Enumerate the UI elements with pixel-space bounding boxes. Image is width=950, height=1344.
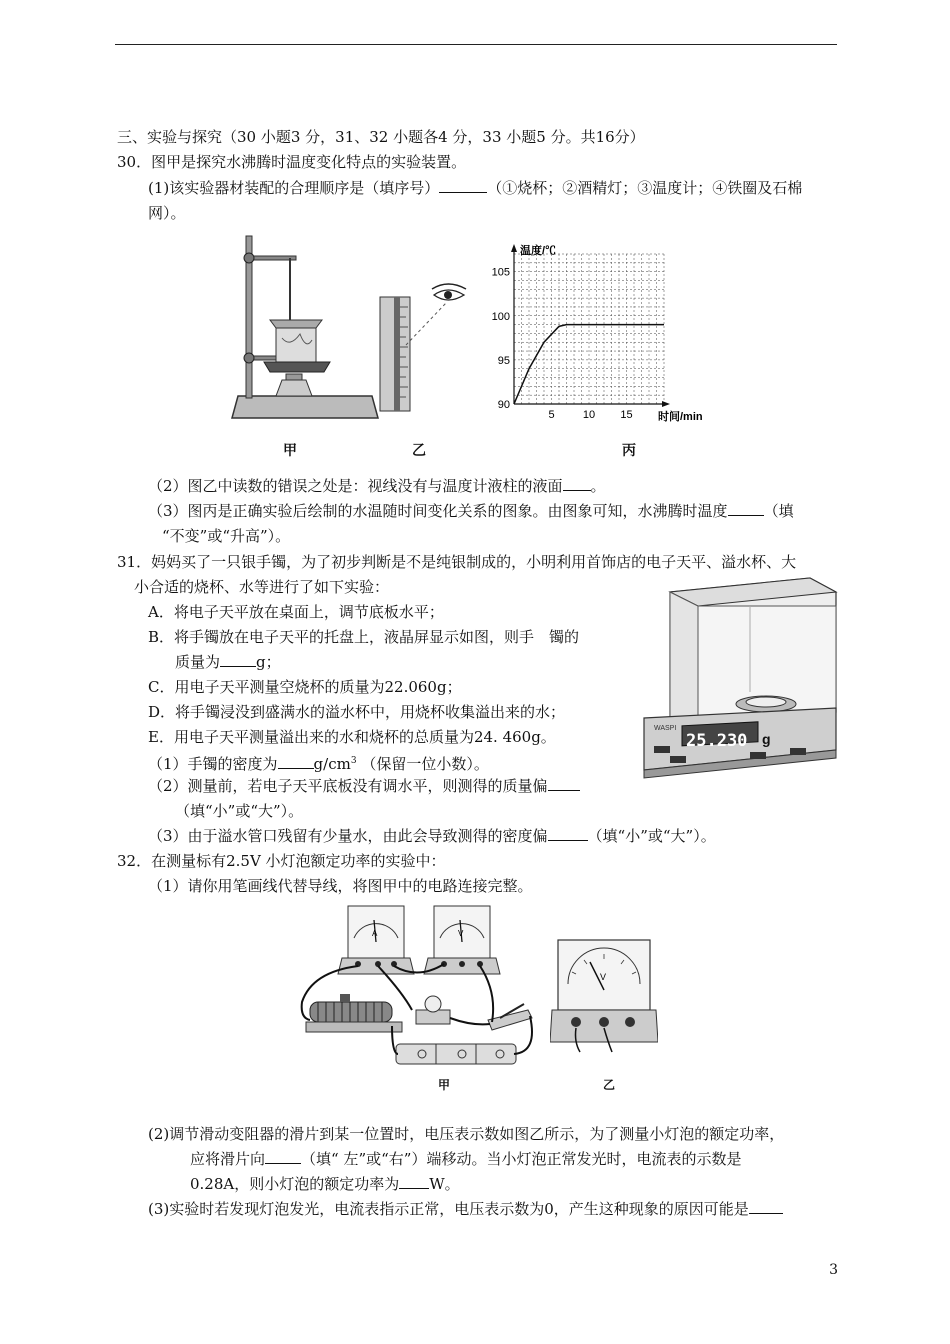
q32-part3 xyxy=(148,1199,783,1219)
ammeter-label: A xyxy=(372,929,378,938)
answer-blank[interactable] xyxy=(749,1199,783,1214)
caption-yi-30: 乙 xyxy=(412,443,426,459)
x-axis-label: 时间/min xyxy=(658,411,703,423)
figure-electronic-balance xyxy=(640,572,840,782)
x-tick-label: 10 xyxy=(582,409,596,421)
x-tick-label: 5 xyxy=(548,409,555,421)
answer-blank[interactable] xyxy=(563,476,591,491)
q31-part3 xyxy=(148,826,716,846)
answer-blank[interactable] xyxy=(728,501,764,516)
q30-part2-end: 。 xyxy=(590,477,606,495)
q31-mass-text: 质量为 xyxy=(175,653,221,671)
series-line xyxy=(514,325,664,404)
q31-step-c: C．用电子天平测量空烧杯的质量为22.060g； xyxy=(148,678,462,696)
balance-button xyxy=(790,748,806,755)
q31-part2-cont: （填“小”或“大”）。 xyxy=(175,802,304,820)
q31-part1-text: （1）手镯的密度为 xyxy=(148,755,278,773)
header-rule xyxy=(115,44,837,45)
q32-part2-line2 xyxy=(190,1149,741,1169)
page-number: 3 xyxy=(829,1262,838,1278)
q30-part1 xyxy=(148,178,802,198)
q32-part3-text: (3)实验时若发现灯泡发光，电流表指示正常，电压表示数为0，产生这种现象的原因可能是 xyxy=(148,1200,749,1218)
figure-chart-bing xyxy=(488,240,718,426)
q30-part3-cont: “不变”或“升高”）。 xyxy=(162,527,291,545)
figure-voltmeter-yi xyxy=(550,938,658,1054)
answer-blank[interactable] xyxy=(278,754,314,769)
q31-part3-text: （3）由于溢水管口残留有少量水，由此会导致测得的密度偏 xyxy=(148,827,548,845)
q31-part1-end: （保留一位小数）。 xyxy=(361,755,489,773)
q32-part2-text: 应将滑片向 xyxy=(190,1150,266,1168)
answer-blank[interactable] xyxy=(548,776,580,791)
q31-step-e: E．用电子天平测量溢出来的水和烧杯的总质量为24. 460g。 xyxy=(148,728,556,746)
section-title: 三、实验与探究（30 小题3 分，31、32 小题各4 分，33 小题5 分。共16分） xyxy=(117,128,645,146)
q30-part3-text: （3）图丙是正确实验后绘制的水温随时间变化关系的图象。由图象可知，水沸腾时温度 xyxy=(148,502,728,520)
q32-part2-power-text: 0.28A，则小灯泡的额定功率为 xyxy=(190,1175,400,1193)
figure-circuit-jia xyxy=(292,902,537,1074)
voltmeter-yi-label: V xyxy=(600,972,607,982)
q31-stem-line2: 小合适的烧杯、水等进行了如下实验： xyxy=(134,578,390,596)
q30-part3-fill: （填 xyxy=(763,502,794,520)
answer-blank[interactable] xyxy=(439,178,487,193)
q30-part3 xyxy=(148,501,794,521)
q30-part1-cont: 网）。 xyxy=(148,204,186,222)
q31-part2-text: （2）测量前，若电子天平底板没有调水平，则测得的质量偏 xyxy=(148,777,548,795)
q31-stem-line1: 31．妈妈买了一只银手镯，为了初步判断是不是纯银制成的，小明利用首饰店的电子天平、溢水杯、大 xyxy=(117,553,797,571)
q31-part2 xyxy=(148,776,580,796)
chart-grid xyxy=(514,254,664,404)
answer-blank[interactable] xyxy=(265,1149,301,1164)
q32-part2-line1: (2)调节滑动变阻器的滑片到某一位置时，电压表示数如图乙所示，为了测量小灯泡的额定功率， xyxy=(148,1125,785,1143)
caption-bing-30: 丙 xyxy=(622,443,636,459)
q30-part1-options: （①烧杯；②酒精灯；③温度计；④铁圈及石棉 xyxy=(487,179,803,197)
q31-mass-unit: g； xyxy=(256,653,281,671)
y-tick-label: 105 xyxy=(491,266,510,279)
balance-unit: g xyxy=(762,731,771,747)
answer-blank[interactable] xyxy=(548,826,588,841)
q30-part2-text: （2）图乙中读数的错误之处是：视线没有与温度计液柱的液面 xyxy=(148,477,563,495)
figure-apparatus-jia xyxy=(230,228,380,424)
caption-jia-32: 甲 xyxy=(438,1078,451,1092)
q30-stem: 30．图甲是探究水沸腾时温度变化特点的实验装置。 xyxy=(117,153,467,171)
y-axis-label: 温度/℃ xyxy=(520,245,557,257)
balance-brand: WASPI xyxy=(654,725,677,732)
y-tick-label: 100 xyxy=(491,310,510,323)
y-tick-label: 90 xyxy=(497,399,510,411)
q31-step-b-cont xyxy=(175,652,281,672)
answer-blank[interactable] xyxy=(220,652,256,667)
voltmeter-label: V xyxy=(458,929,464,938)
figure-thermometer-yi xyxy=(376,283,472,413)
q31-part3-end: （填“小”或“大”）。 xyxy=(587,827,716,845)
q32-part1: （1）请你用笔画线代替导线，将图甲中的电路连接完整。 xyxy=(148,877,533,895)
y-tick-label: 95 xyxy=(497,354,510,367)
q31-step-d: D．将手镯浸没到盛满水的溢水杯中，用烧杯收集溢出来的水； xyxy=(148,703,566,721)
q31-density-unit: g/cm xyxy=(313,755,351,773)
q31-density-unit-sup: 3 xyxy=(350,756,357,766)
answer-blank[interactable] xyxy=(399,1174,429,1189)
caption-yi-32: 乙 xyxy=(603,1078,616,1092)
q31-step-a: A．将电子天平放在桌面上，调节底板水平； xyxy=(148,603,444,621)
balance-button xyxy=(670,756,686,763)
q31-part1 xyxy=(148,751,489,774)
q31-step-b: B．将手镯放在电子天平的托盘上，液晶屏显示如图，则手 镯的 xyxy=(148,628,580,646)
caption-jia-30: 甲 xyxy=(283,443,297,459)
q30-part2 xyxy=(148,476,606,496)
q30-part1-text: (1)该实验器材装配的合理顺序是（填序号） xyxy=(148,179,440,197)
q32-part2-line3 xyxy=(190,1174,460,1194)
q32-part2-options: （填“ 左”或“右”）端移动。当小灯泡正常发光时，电流表的示数是 xyxy=(301,1150,742,1168)
x-tick-label: 15 xyxy=(620,409,633,421)
q32-stem: 32．在测量标有2.5V 小灯泡额定功率的实验中： xyxy=(117,852,446,870)
balance-display: 25.230 xyxy=(686,731,748,751)
balance-button xyxy=(750,752,766,759)
q32-part2-unit: W。 xyxy=(429,1175,460,1193)
balance-button xyxy=(654,746,670,753)
